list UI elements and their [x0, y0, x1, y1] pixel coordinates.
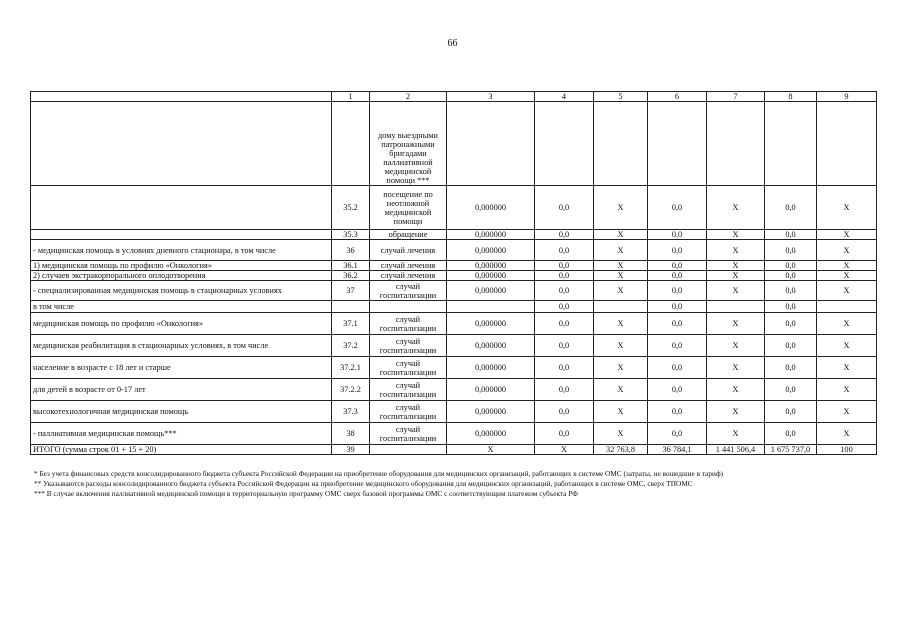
header-cell: 6: [648, 92, 707, 102]
table-row: [31, 230, 877, 240]
row-code-cell: 36.2: [332, 271, 370, 281]
row-name-cell: - паллиативная медицинская помощь***: [31, 423, 332, 445]
header-cell: 2: [370, 92, 447, 102]
value-cell: 32 763,8: [594, 445, 648, 455]
value-cell: [648, 102, 707, 186]
financing-table: [30, 91, 877, 455]
row-code-cell: 37.2.1: [332, 357, 370, 379]
table-row: [31, 379, 877, 401]
value-cell: X: [817, 271, 877, 281]
footnote: * Без учета финансовых средств консолидированного бюджета субъекта Российской Федерации на приобретение оборудования для медицинских организаций, работающих в системе ОМС (затраты, не вошедшие в тариф): [34, 469, 724, 478]
table-row: [31, 271, 877, 281]
value-cell: X: [817, 240, 877, 261]
value-cell: X: [594, 401, 648, 423]
value-cell: X: [447, 445, 535, 455]
value-cell: X: [707, 281, 765, 301]
value-cell: 0,0: [535, 313, 594, 335]
value-cell: 100: [817, 445, 877, 455]
value-cell: X: [817, 379, 877, 401]
header-cell: 5: [594, 92, 648, 102]
value-cell: [817, 301, 877, 313]
footnotes: [34, 469, 723, 499]
table-row: [31, 401, 877, 423]
value-cell: X: [707, 240, 765, 261]
value-cell: 0,0: [648, 281, 707, 301]
header-cell-name: [31, 92, 332, 102]
value-cell: 1 675 737,0: [765, 445, 817, 455]
value-cell: 0,000000: [447, 261, 535, 271]
row-name-cell: в том числе: [31, 301, 332, 313]
table-row: [31, 357, 877, 379]
value-cell: 0,000000: [447, 379, 535, 401]
footnote: *** В случае включения паллиативной медицинской помощи в территориальную программу ОМС сверх базовой программы ОМС с соответствующим платежом субъекта РФ: [34, 489, 578, 498]
value-cell: X: [817, 423, 877, 445]
table-row: [31, 301, 877, 313]
row-code-cell: 38: [332, 423, 370, 445]
row-unit-cell: случай лечения: [370, 271, 447, 281]
value-cell: 1 441 506,4: [707, 445, 765, 455]
row-name-cell: [31, 186, 332, 230]
value-cell: X: [594, 240, 648, 261]
value-cell: 0,0: [648, 271, 707, 281]
value-cell: [707, 301, 765, 313]
value-cell: 0,0: [535, 281, 594, 301]
value-cell: X: [594, 379, 648, 401]
table-row: [31, 423, 877, 445]
value-cell: 0,0: [765, 230, 817, 240]
table-header-row: [31, 92, 877, 102]
value-cell: X: [594, 271, 648, 281]
value-cell: 0,0: [535, 379, 594, 401]
table-row: [31, 186, 877, 230]
value-cell: X: [817, 335, 877, 357]
value-cell: X: [817, 261, 877, 271]
header-cell: 4: [535, 92, 594, 102]
value-cell: [447, 301, 535, 313]
row-unit-cell: дому выездными патронажными бригадами паллиативной медицинской помощи ***: [370, 102, 447, 186]
footnote: ** Указываются расходы консолидированного бюджета субъекта Российской Федерации на приобретение медицинского оборудования для медицинских организаций, работающих в системе ОМС, сверх ТПОМС: [34, 479, 693, 488]
value-cell: 0,0: [648, 313, 707, 335]
value-cell: 0,0: [535, 186, 594, 230]
row-name-cell: медицинская реабилитация в стационарных условиях, в том числе: [31, 335, 332, 357]
row-unit-cell: случай госпитализации: [370, 357, 447, 379]
value-cell: 0,0: [648, 186, 707, 230]
value-cell: [535, 102, 594, 186]
value-cell: 0,0: [765, 186, 817, 230]
value-cell: X: [707, 271, 765, 281]
row-unit-cell: случай лечения: [370, 261, 447, 271]
value-cell: 0,000000: [447, 423, 535, 445]
row-code-cell: 39: [332, 445, 370, 455]
value-cell: X: [707, 230, 765, 240]
value-cell: [594, 102, 648, 186]
value-cell: 0,0: [535, 240, 594, 261]
value-cell: 0,0: [535, 261, 594, 271]
row-code-cell: [332, 102, 370, 186]
value-cell: 0,0: [765, 271, 817, 281]
value-cell: 0,000000: [447, 186, 535, 230]
row-unit-cell: случай госпитализации: [370, 335, 447, 357]
value-cell: 0,0: [765, 335, 817, 357]
value-cell: X: [817, 401, 877, 423]
row-unit-cell: [370, 445, 447, 455]
value-cell: 0,0: [648, 335, 707, 357]
value-cell: 0,0: [648, 261, 707, 271]
value-cell: [817, 102, 877, 186]
table-row: [31, 240, 877, 261]
value-cell: X: [707, 313, 765, 335]
row-name-cell: для детей в возрасте от 0-17 лет: [31, 379, 332, 401]
value-cell: 0,000000: [447, 271, 535, 281]
value-cell: X: [594, 186, 648, 230]
row-code-cell: 36: [332, 240, 370, 261]
row-code-cell: 37.2: [332, 335, 370, 357]
row-unit-cell: обращение: [370, 230, 447, 240]
value-cell: 0,0: [648, 301, 707, 313]
row-unit-cell: случай лечения: [370, 240, 447, 261]
value-cell: X: [707, 423, 765, 445]
row-unit-cell: случай госпитализации: [370, 401, 447, 423]
value-cell: X: [594, 423, 648, 445]
value-cell: 0,0: [648, 401, 707, 423]
value-cell: 0,0: [765, 423, 817, 445]
row-code-cell: 37.2.2: [332, 379, 370, 401]
row-name-cell: [31, 102, 332, 186]
page-number: 66: [447, 38, 458, 49]
value-cell: X: [817, 357, 877, 379]
value-cell: 0,0: [535, 357, 594, 379]
value-cell: X: [707, 357, 765, 379]
value-cell: X: [594, 281, 648, 301]
value-cell: 0,0: [765, 301, 817, 313]
value-cell: 0,0: [648, 379, 707, 401]
value-cell: 0,0: [765, 379, 817, 401]
value-cell: 36 784,1: [648, 445, 707, 455]
header-cell: 8: [765, 92, 817, 102]
row-name-cell: 1) медицинская помощь по профилю «Онкология»: [31, 261, 332, 271]
row-unit-cell: случай госпитализации: [370, 281, 447, 301]
table-row: [31, 281, 877, 301]
row-name-cell: медицинская помощь по профилю «Онкология»: [31, 313, 332, 335]
value-cell: 0,0: [535, 271, 594, 281]
row-unit-cell: случай госпитализации: [370, 379, 447, 401]
value-cell: 0,0: [648, 240, 707, 261]
row-code-cell: 37.3: [332, 401, 370, 423]
table-row: [31, 102, 877, 186]
value-cell: X: [707, 335, 765, 357]
row-unit-cell: [370, 301, 447, 313]
table-row: [31, 313, 877, 335]
row-name-cell: население в возрасте с 18 лет и старше: [31, 357, 332, 379]
value-cell: 0,0: [765, 401, 817, 423]
row-name-cell: 2) случаев экстракорпорального оплодотворения: [31, 271, 332, 281]
value-cell: X: [594, 335, 648, 357]
row-code-cell: 35.3: [332, 230, 370, 240]
value-cell: 0,0: [648, 230, 707, 240]
value-cell: X: [594, 261, 648, 271]
value-cell: 0,0: [535, 401, 594, 423]
value-cell: 0,0: [535, 301, 594, 313]
value-cell: [765, 102, 817, 186]
value-cell: 0,000000: [447, 357, 535, 379]
value-cell: X: [817, 313, 877, 335]
value-cell: [447, 102, 535, 186]
table-row: [31, 335, 877, 357]
value-cell: 0,000000: [447, 281, 535, 301]
value-cell: 0,0: [535, 230, 594, 240]
value-cell: 0,0: [765, 240, 817, 261]
row-name-cell: ИТОГО (сумма строк 01 + 15 + 20): [31, 445, 332, 455]
header-cell: 1: [332, 92, 370, 102]
header-cell: 9: [817, 92, 877, 102]
value-cell: 0,0: [765, 357, 817, 379]
value-cell: X: [707, 379, 765, 401]
row-code-cell: 36.1: [332, 261, 370, 271]
value-cell: 0,000000: [447, 401, 535, 423]
value-cell: X: [535, 445, 594, 455]
row-name-cell: - специализированная медицинская помощь в стационарных условиях: [31, 281, 332, 301]
value-cell: X: [707, 401, 765, 423]
row-name-cell: высокотехнологичная медицинская помощь: [31, 401, 332, 423]
value-cell: 0,0: [648, 423, 707, 445]
value-cell: X: [594, 313, 648, 335]
header-cell: 7: [707, 92, 765, 102]
value-cell: 0,0: [765, 261, 817, 271]
value-cell: 0,0: [535, 335, 594, 357]
row-code-cell: 37: [332, 281, 370, 301]
header-cell: 3: [447, 92, 535, 102]
value-cell: X: [707, 186, 765, 230]
value-cell: X: [817, 186, 877, 230]
value-cell: 0,0: [535, 423, 594, 445]
total-row: [31, 445, 877, 455]
value-cell: X: [817, 281, 877, 301]
value-cell: 0,0: [765, 281, 817, 301]
row-code-cell: 37.1: [332, 313, 370, 335]
value-cell: [594, 301, 648, 313]
row-code-cell: [332, 301, 370, 313]
value-cell: X: [594, 230, 648, 240]
row-name-cell: [31, 230, 332, 240]
value-cell: 0,000000: [447, 240, 535, 261]
table-row: [31, 261, 877, 271]
row-unit-cell: случай госпитализации: [370, 313, 447, 335]
row-unit-cell: случай госпитализации: [370, 423, 447, 445]
value-cell: 0,000000: [447, 313, 535, 335]
value-cell: 0,000000: [447, 230, 535, 240]
value-cell: X: [817, 230, 877, 240]
value-cell: X: [707, 261, 765, 271]
value-cell: 0,000000: [447, 335, 535, 357]
value-cell: 0,0: [765, 313, 817, 335]
value-cell: [707, 102, 765, 186]
value-cell: 0,0: [648, 357, 707, 379]
row-unit-cell: посещение по неотложной медицинской помощи: [370, 186, 447, 230]
row-code-cell: 35.2: [332, 186, 370, 230]
value-cell: X: [594, 357, 648, 379]
row-name-cell: - медицинская помощь в условиях дневного стационара, в том числе: [31, 240, 332, 261]
